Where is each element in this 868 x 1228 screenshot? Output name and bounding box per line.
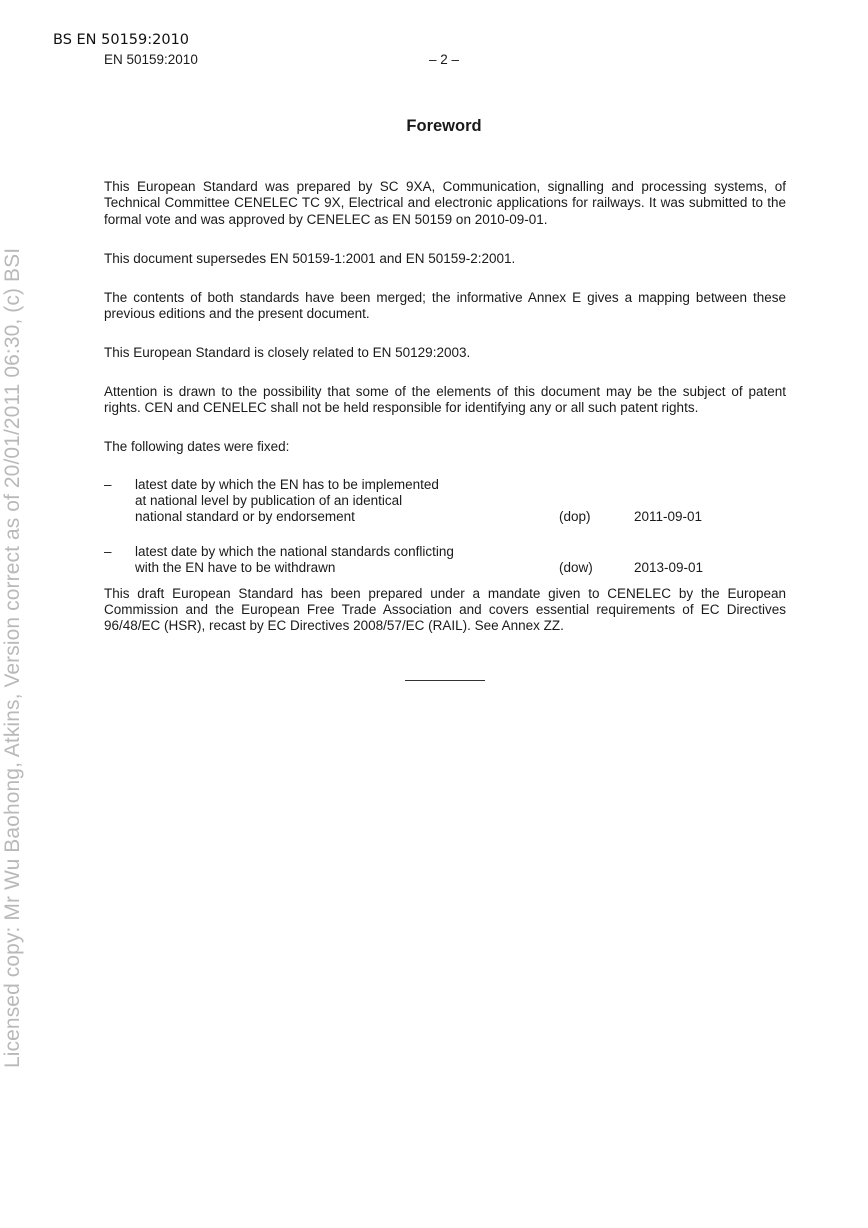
paragraph-dates-intro: The following dates were fixed: (104, 439, 290, 455)
date-value: 2013-09-01 (634, 560, 704, 576)
paragraph-patent: Attention is drawn to the possibility that some of the elements of this document may be the subject of patent rights. CEN and CENELEC shall not be held responsible for identifying any or all such patent rights. (104, 383, 786, 416)
date-item-dop (104, 477, 786, 526)
date-abbreviation: (dop) (559, 509, 591, 525)
date-item-line: national standard or by endorsement (135, 509, 355, 525)
paragraph-mandate: This draft European Standard has been prepared under a mandate given to CENELEC by the European Commission and the European Free Trade Association and covers essential requirements of EC Directives 96/48/EC (HSR), recast by EC Directives 2008/57/EC (RAIL). See Annex ZZ. (104, 585, 786, 634)
foreword-body (104, 179, 786, 635)
page-number: – 2 – (428, 52, 460, 67)
date-item-line: at national level by publication of an identical (135, 492, 403, 508)
date-item-dow (104, 544, 786, 577)
license-watermark: Licensed copy: Mr Wu Baohong, Atkins, Version correct as of 20/01/2011 06:30, (c) BSI (1, 247, 24, 1068)
date-value: 2011-09-01 (634, 509, 703, 525)
date-item-description (135, 477, 495, 526)
en-standard-number: EN 50159:2010 (104, 52, 198, 67)
date-item-line: latest date by which the national standards conflicting (135, 543, 454, 559)
paragraph-related: This European Standard is closely related to EN 50129:2003. (104, 344, 471, 360)
paragraph-supersedes: This document supersedes EN 50159-1:2001 and EN 50159-2:2001. (104, 250, 516, 266)
paragraph-preparation: This European Standard was prepared by SC 9XA, Communication, signalling and processing systems, of Technical Committee CENELEC TC 9X, Electrical and electronic applications for railways. It was submitted to the formal vote and was approved by CENELEC as EN 50159 on 2010-09-01. (104, 179, 786, 227)
page-title: Foreword (406, 117, 482, 135)
date-item-description (135, 544, 495, 577)
date-item-line: with the EN have to be withdrawn (135, 560, 336, 576)
paragraph-merged: The contents of both standards have been merged; the informative Annex E gives a mapping between these previous editions and the present document. (104, 289, 786, 322)
date-item-line: latest date by which the EN has to be implemented (135, 476, 439, 492)
date-abbreviation: (dow) (559, 560, 593, 576)
closing-rule (405, 680, 485, 681)
list-dash: – (104, 543, 112, 559)
list-dash: – (104, 476, 112, 492)
bs-standard-number: BS EN 50159:2010 (53, 32, 190, 48)
